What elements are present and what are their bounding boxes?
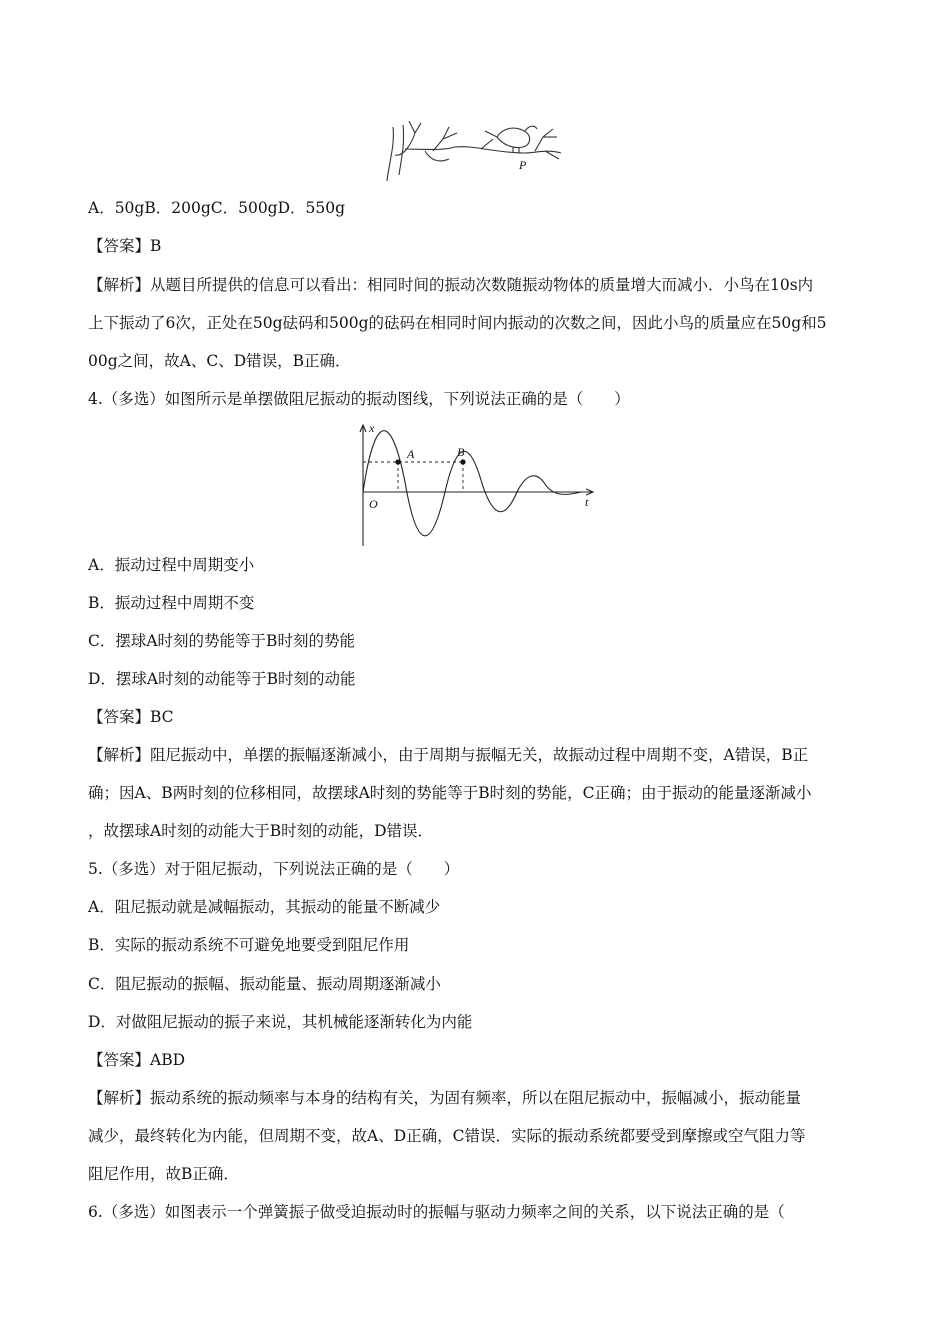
q4-stem: 4.（多选）如图所示是单摆做阻尼振动的振动图线，下列说法正确的是（ ） (88, 390, 630, 408)
q4-option-d: D．摆球A时刻的动能等于B时刻的动能 (88, 670, 356, 688)
q5-option-d: D．对做阻尼振动的振子来说，其机械能逐渐转化为内能 (88, 1013, 473, 1031)
q3-options: A．50gB．200gC．500gD．550g (88, 199, 346, 217)
q3-analysis-line-1: 【解析】从题目所提供的信息可以看出：相同时间的振动次数随振动物体的质量增大而减小．小鸟在10s内 (88, 276, 814, 294)
q5-stem: 5.（多选）对于阻尼振动，下列说法正确的是（ ） (88, 860, 460, 878)
origin-label: O (369, 497, 378, 511)
q5-option-b: B．实际的振动系统不可避免地要受到阻尼作用 (88, 936, 410, 954)
q4-analysis-line-1: 【解析】阻尼振动中，单摆的振幅逐渐减小，由于周期与振幅无关，故振动过程中周期不变，A错误，B正 (88, 746, 809, 764)
point-b-label: B (457, 445, 465, 459)
q4-analysis-line-2: 确；因A、B两时刻的位移相同，故摆球A时刻的势能等于B时刻的势能，C正确；由于振动的能量逐渐减小 (88, 784, 812, 802)
q5-analysis-line-3: 阻尼作用，故B正确． (88, 1165, 239, 1183)
q3-answer: 【答案】B (88, 237, 162, 255)
q4-option-a: A．振动过程中周期变小 (88, 556, 255, 574)
q5-option-a: A．阻尼振动就是减幅振动，其振动的能量不断减少 (88, 898, 441, 916)
t-axis-label: t (585, 495, 589, 509)
q5-answer: 【答案】ABD (88, 1051, 186, 1069)
x-axis-label: x (369, 422, 375, 435)
q6-stem: 6.（多选）如图表示一个弹簧振子做受迫振动时的振幅与驱动力频率之间的关系，以下说法正确的是（ (88, 1203, 785, 1221)
damped-curve (363, 431, 581, 536)
q3-analysis-line-2: 上下振动了6次，正处在50g砝码和500g的砝码在相同时间内振动的次数之间，因此小鸟的质量应在50g和5 (88, 314, 827, 332)
point-a-marker (395, 459, 400, 464)
point-a-label: A (407, 447, 415, 461)
q4-answer: 【答案】BC (88, 708, 174, 726)
q4-option-b: B．振动过程中周期不变 (88, 594, 255, 612)
q4-option-c: C．摆球A时刻的势能等于B时刻的势能 (88, 632, 355, 650)
bird-branch-figure (385, 115, 565, 187)
q5-option-c: C．阻尼振动的振幅、振动能量、振动周期逐渐减小 (88, 975, 441, 993)
q5-analysis-line-1: 【解析】振动系统的振动频率与本身的结构有关，为固有频率，所以在阻尼振动中，振幅减小，振动能量 (88, 1089, 802, 1107)
point-p-label: P (519, 158, 527, 172)
damped-oscillation-graph (345, 422, 605, 550)
q5-analysis-line-2: 减少，最终转化为内能，但周期不变，故A、D正确，C错误．实际的振动系统都要受到摩擦或空气阻力等 (88, 1127, 806, 1145)
q4-analysis-line-3: ，故摆球A时刻的动能大于B时刻的动能，D错误． (88, 822, 434, 840)
point-b-marker (460, 459, 465, 464)
q3-analysis-line-3: 00g之间，故A、C、D错误，B正确． (88, 352, 351, 370)
